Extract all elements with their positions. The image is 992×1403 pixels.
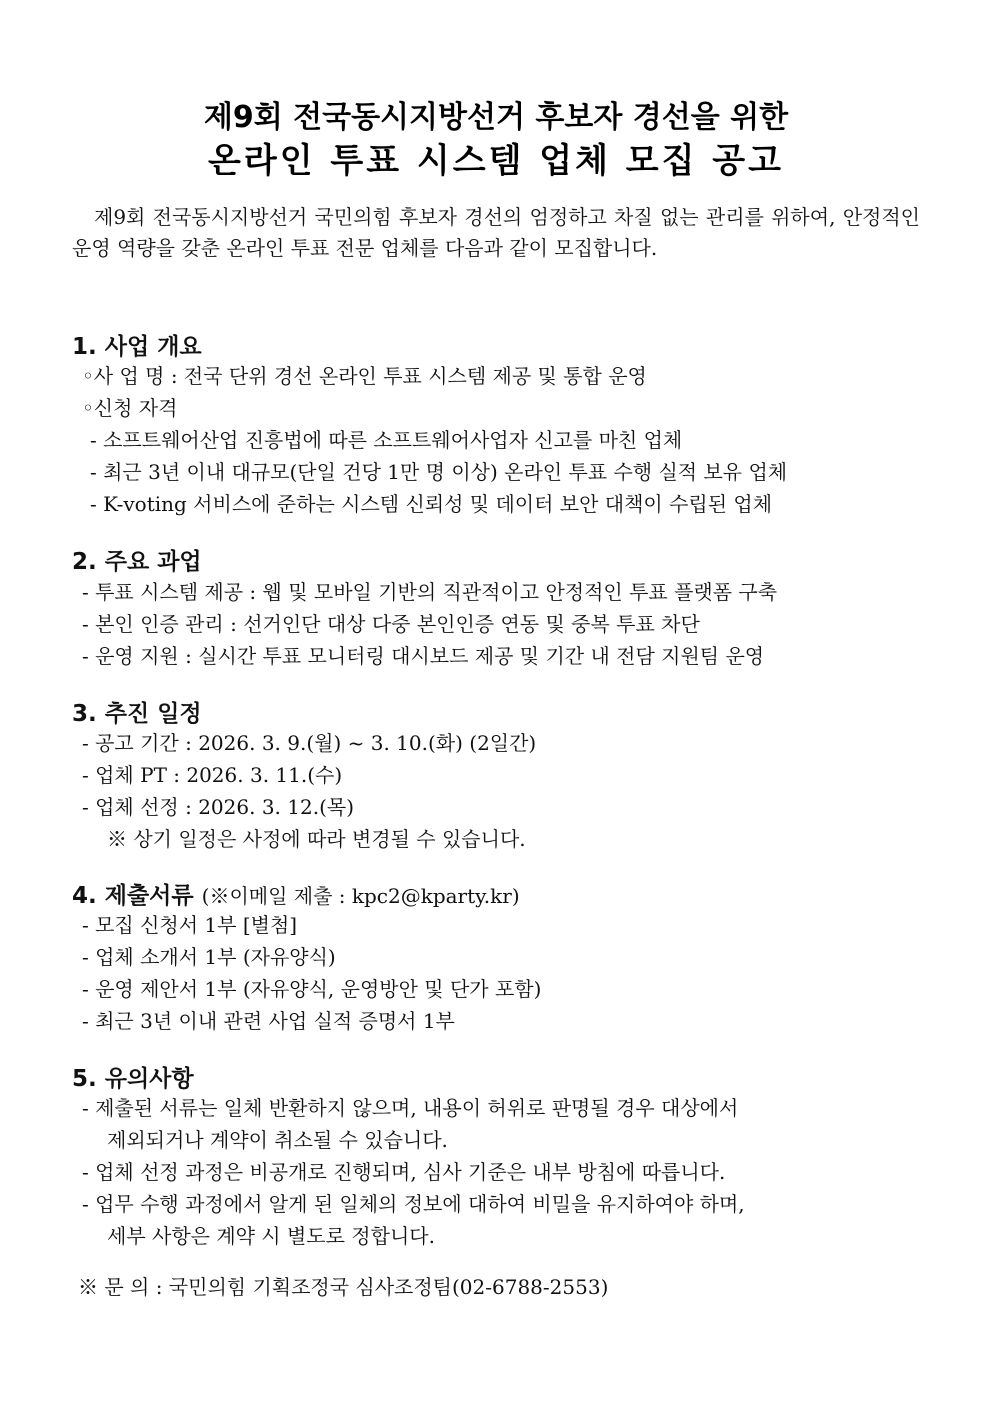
section1-heading: 1. 사업 개요: [72, 334, 202, 360]
document-item: - 최근 3년 이내 관련 사업 실적 증명서 1부: [82, 1009, 455, 1033]
caution-item-line: - 업무 수행 과정에서 알게 된 일체의 정보에 대하여 비밀을 유지하여야 하며,: [82, 1192, 745, 1216]
section2-heading: 2. 주요 과업: [72, 549, 202, 575]
document-item: - 운영 제안서 1부 (자유양식, 운영방안 및 단가 포함): [82, 977, 542, 1001]
qualification-label: ◦신청 자격: [82, 396, 178, 420]
caution-item-line: - 제출된 서류는 일체 반환하지 않으며, 내용이 허위로 판명될 경우 대상에서: [82, 1096, 739, 1120]
email-submission-note: (※이메일 제출 : kpc2@kparty.kr): [201, 884, 520, 908]
document-item: - 업체 소개서 1부 (자유양식): [82, 945, 336, 969]
task-item: - 운영 지원 : 실시간 투표 모니터링 대시보드 제공 및 기간 내 전담 지원팀 운영: [82, 644, 765, 668]
project-name-line: ◦사 업 명 : 전국 단위 경선 온라인 투표 시스템 제공 및 통합 운영: [82, 364, 647, 388]
caution-item-line: 제외되거나 계약이 취소될 수 있습니다.: [107, 1128, 448, 1152]
schedule-item: - 공고 기간 : 2026. 3. 9.(월) ~ 3. 10.(화) (2일간): [82, 731, 537, 755]
qualification-item: - K-voting 서비스에 준하는 시스템 신뢰성 및 데이터 보안 대책이 수립된 업체: [90, 492, 773, 516]
section4-heading: [72, 877, 520, 910]
contact-info: ※ 문 의 : 국민의힘 기획조정국 심사조정팀(02-6788-2553): [78, 1275, 609, 1299]
schedule-item: - 업체 PT : 2026. 3. 11.(수): [82, 763, 343, 787]
document-title-line1: 제9회 전국동시지방선거 후보자 경선을 위한: [203, 100, 789, 135]
qualification-item: - 최근 3년 이내 대규모(단일 건당 1만 명 이상) 온라인 투표 수행 실적 보유 업체: [90, 460, 788, 484]
task-item: - 본인 인증 관리 : 선거인단 대상 다중 본인인증 연동 및 중복 투표 차단: [82, 612, 700, 636]
section4-heading-text: 4. 제출서류: [72, 883, 194, 909]
caution-item-line: 세부 사항은 계약 시 별도로 정합니다.: [107, 1224, 435, 1248]
section3-heading: 3. 추진 일정: [72, 701, 202, 727]
schedule-note: ※ 상기 일정은 사정에 따라 변경될 수 있습니다.: [107, 827, 526, 851]
qualification-item: - 소프트웨어산업 진흥법에 따른 소프트웨어사업자 신고를 마친 업체: [90, 428, 683, 452]
intro-paragraph: 제9회 전국동시지방선거 국민의힘 후보자 경선의 엄정하고 차질 없는 관리를 위하여, 안정적인 운영 역량을 갖춘 온라인 투표 전문 업체를 다음과 같이 모집합니다.: [72, 205, 920, 260]
caution-item-line: - 업체 선정 과정은 비공개로 진행되며, 심사 기준은 내부 방침에 따릅니다.: [82, 1160, 726, 1184]
schedule-item: - 업체 선정 : 2026. 3. 12.(목): [82, 795, 354, 819]
task-item: - 투표 시스템 제공 : 웹 및 모바일 기반의 직관적이고 안정적인 투표 플랫폼 구축: [82, 580, 778, 604]
section5-heading: 5. 유의사항: [72, 1066, 194, 1092]
document-title-line2: 온라인 투표 시스템 업체 모집 공고: [208, 141, 784, 181]
document-item: - 모집 신청서 1부 [별첨]: [82, 913, 298, 937]
